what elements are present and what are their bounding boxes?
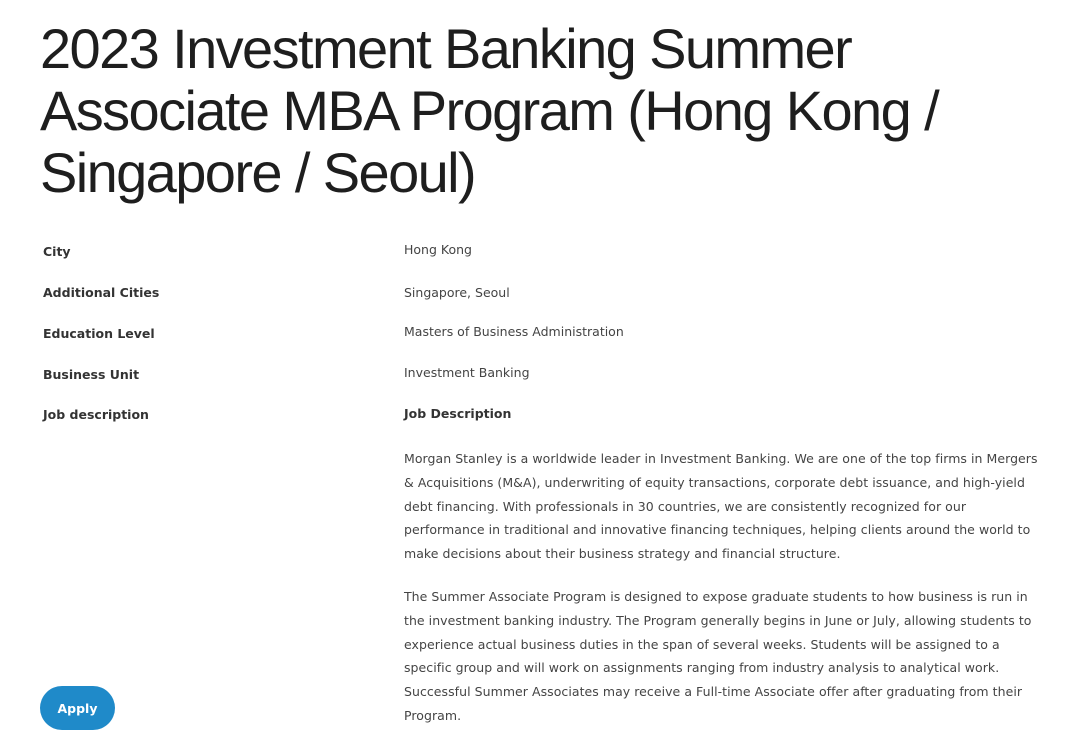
- education-level-value: Masters of Business Administration: [404, 324, 624, 339]
- apply-button[interactable]: Apply: [40, 686, 115, 730]
- city-value: Hong Kong: [404, 242, 472, 257]
- additional-cities-value: Singapore, Seoul: [404, 285, 510, 300]
- business-unit-value: Investment Banking: [404, 365, 530, 380]
- education-level-label: Education Level: [43, 326, 155, 341]
- business-unit-label: Business Unit: [43, 367, 140, 382]
- city-label: City: [43, 244, 71, 259]
- description-paragraph: The Summer Associate Program is designed to expose graduate students to how business is run in the investment banking industry. The Program generally begins in June or July, allowing students to experience actual business duties in the span of several weeks. Students will be assigned to a specific group and will work on assignments ranging from industry analysis to analytical work. Successful Summer Associates may receive a Full-time Associate offer after graduating from their Program.: [404, 589, 1032, 723]
- job-title: 2023 Investment Banking Summer Associate MBA Program (Hong Kong / Singapore / Seoul): [40, 17, 939, 204]
- job-description-heading: Job Description: [404, 406, 512, 421]
- description-paragraph: Morgan Stanley is a worldwide leader in Investment Banking. We are one of the top firms in Mergers & Acquisitions (M&A), underwriting of equity transactions, corporate debt issuance, and high-yield debt financing. With professionals in 30 countries, we are consistently recognized for our performance in traditional and innovative financing techniques, helping clients around the world to make decisions about their business strategy and financial structure.: [404, 451, 1038, 562]
- additional-cities-label: Additional Cities: [43, 285, 160, 300]
- job-description-label: Job description: [43, 407, 149, 422]
